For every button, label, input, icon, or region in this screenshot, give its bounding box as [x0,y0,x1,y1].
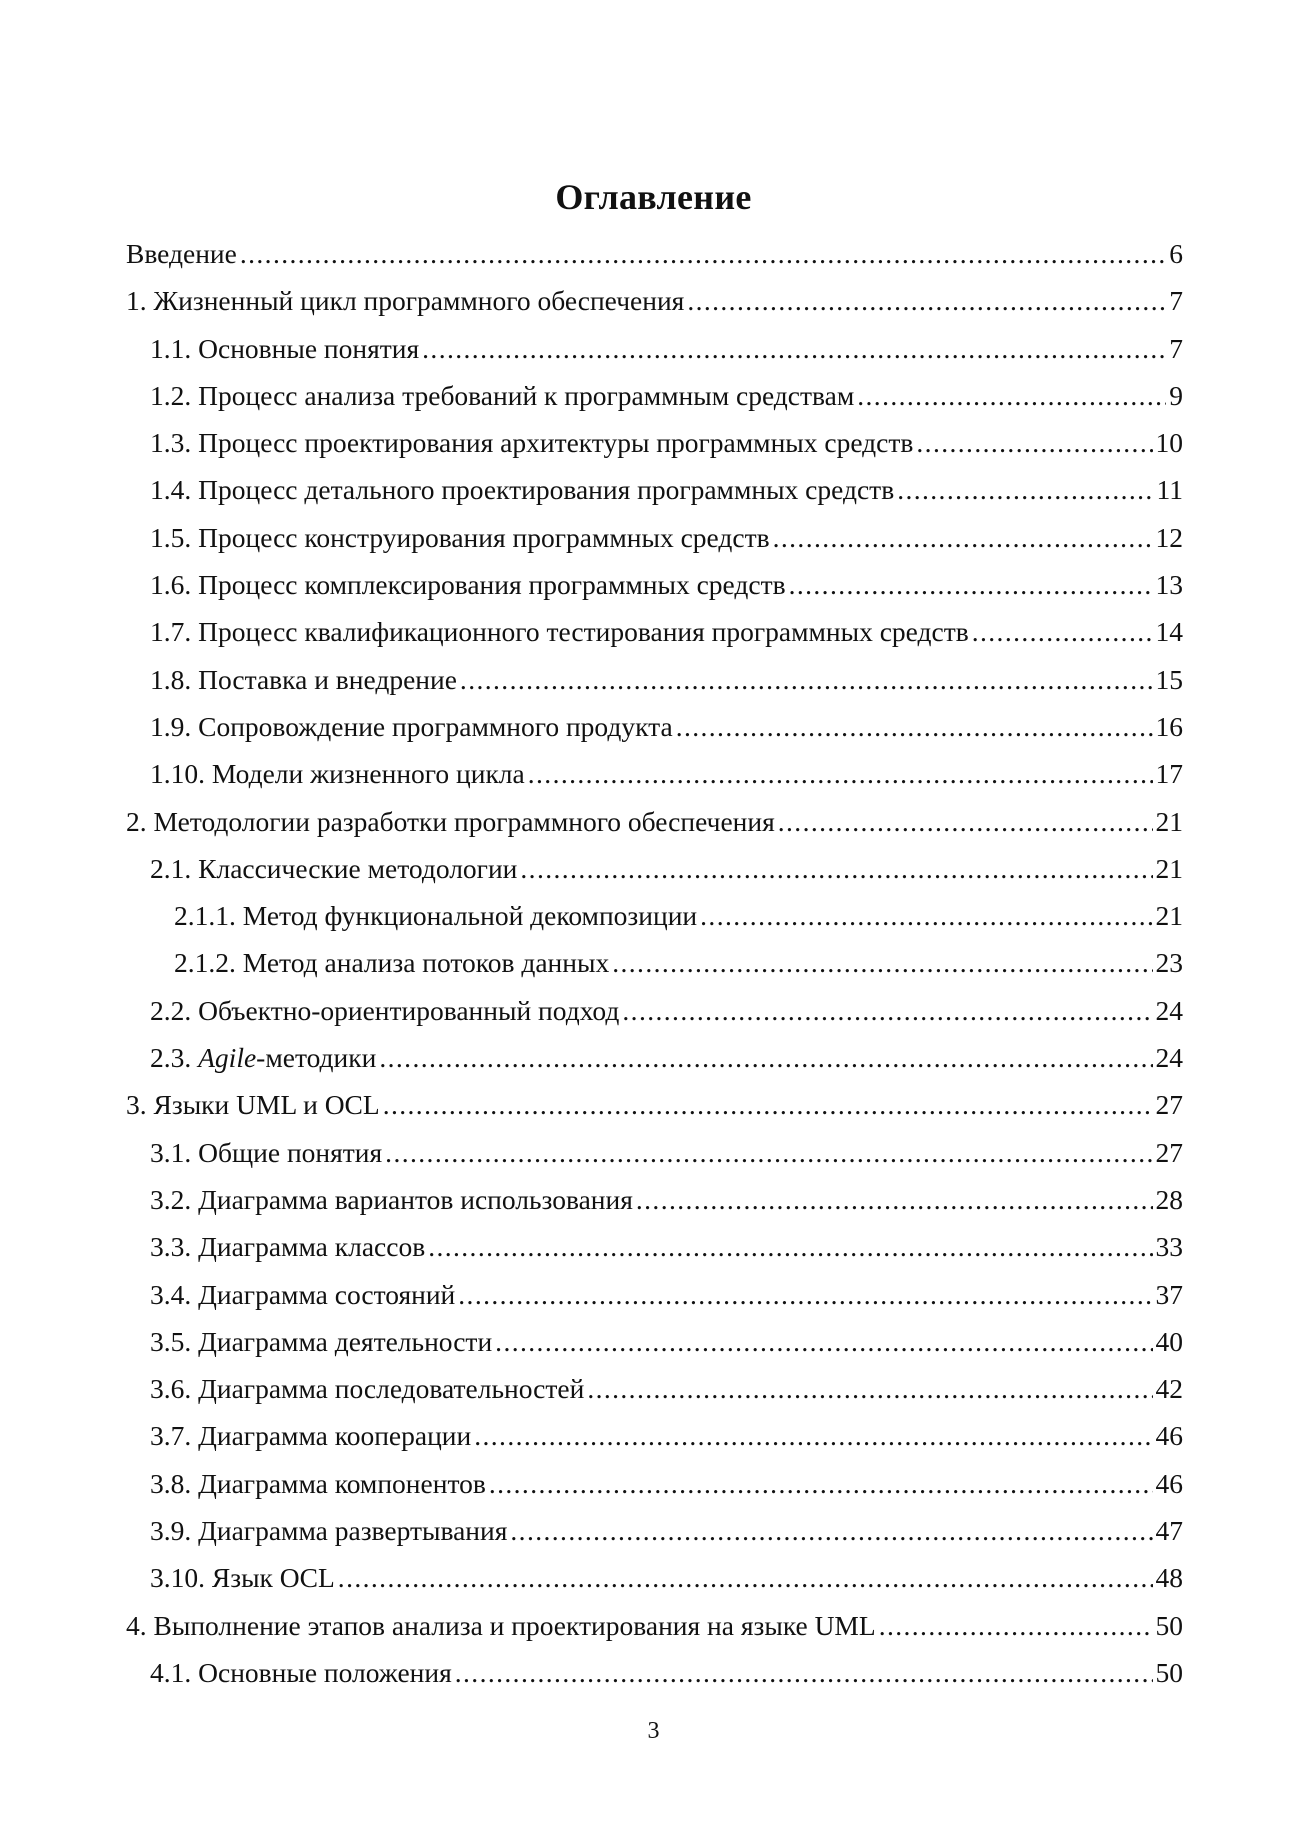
toc-entry-title: 1.6. Процесс комплексирования программных средств [150,569,786,601]
toc-entry-page: 48 [1155,1562,1183,1594]
dot-leader [240,230,1166,277]
dot-leader [489,1460,1153,1507]
toc-entry-title: 3.3. Диаграмма классов [150,1231,426,1263]
toc-entry[interactable] [126,845,1183,892]
toc-entry-title: 2.1.2. Метод анализа потоков данных [174,947,610,979]
toc-entry-page: 21 [1155,900,1183,932]
toc-entry-title: 3. Языки UML и OCL [126,1089,380,1121]
toc-entry-title: 1.4. Процесс детального проектирования программных средств [150,474,895,506]
toc-entry[interactable] [126,1412,1183,1459]
dot-leader [972,608,1153,655]
toc-entry-page: 17 [1155,758,1183,790]
toc-entry[interactable] [126,1507,1183,1554]
toc-entry-page: 46 [1155,1420,1183,1452]
table-of-contents [126,230,1183,1696]
toc-entry[interactable] [126,703,1183,750]
toc-entry-title: 3.8. Диаграмма компонентов [150,1467,486,1499]
toc-entry[interactable] [126,325,1183,372]
toc-entry-page: 9 [1169,379,1183,411]
toc-entry-page: 37 [1155,1278,1183,1310]
dot-leader [385,1129,1152,1176]
dot-leader [700,892,1152,939]
dot-leader [879,1602,1153,1649]
toc-entry-page: 23 [1155,947,1183,979]
toc-entry[interactable] [126,892,1183,939]
dot-leader [676,703,1153,750]
toc-entry[interactable] [126,1602,1183,1649]
dot-leader [528,750,1153,797]
toc-entry[interactable] [126,561,1183,608]
dot-leader [687,277,1166,324]
toc-entry-title: 1.9. Сопровождение программного продукта [150,710,673,742]
toc-entry[interactable] [126,1271,1183,1318]
toc-entry-title: 1.7. Процесс квалификационного тестирования программных средств [150,616,969,648]
dot-leader [857,372,1166,419]
toc-entry-title: 3.5. Диаграмма деятельности [150,1325,493,1357]
toc-entry-page: 50 [1155,1609,1183,1641]
toc-entry-page: 21 [1155,852,1183,884]
page-number: 3 [647,1718,660,1744]
toc-entry[interactable] [126,372,1183,419]
toc-entry[interactable] [126,939,1183,986]
toc-entry[interactable] [126,466,1183,513]
toc-entry-title [150,1034,376,1081]
toc-entry-title: 1.10. Модели жизненного цикла [150,758,525,790]
dot-leader [778,798,1153,845]
toc-entry[interactable] [126,1223,1183,1270]
dot-leader [636,1176,1153,1223]
toc-entry-title: 1.2. Процесс анализа требований к программным средствам [150,379,855,411]
toc-entry-page: 11 [1156,474,1183,506]
dot-leader [495,1318,1152,1365]
toc-entry[interactable] [126,1176,1183,1223]
toc-entry-page: 46 [1155,1467,1183,1499]
toc-entry[interactable] [126,1129,1183,1176]
dot-leader [897,466,1153,513]
dot-leader [510,1507,1152,1554]
dot-leader [458,1271,1152,1318]
dot-leader [612,939,1152,986]
toc-entry-title: 1.1. Основные понятия [150,332,420,364]
toc-entry-title-italic: Agile [198,1042,257,1074]
toc-entry-title: 2. Методологии разработки программного обеспечения [126,805,775,837]
toc-entry-page: 33 [1155,1231,1183,1263]
toc-entry-title: 3.1. Общие понятия [150,1136,383,1168]
toc-entry-title: 1.3. Процесс проектирования архитектуры программных средств [150,427,914,459]
toc-entry-page: 6 [1169,238,1183,269]
toc-entry[interactable] [126,230,1183,277]
toc-entry-page: 28 [1155,1183,1183,1215]
toc-entry[interactable] [126,1365,1183,1412]
dot-leader [474,1412,1152,1459]
toc-entry-page: 7 [1169,285,1183,317]
toc-entry-page: 27 [1155,1136,1183,1168]
toc-entry-page: 7 [1169,332,1183,364]
toc-entry[interactable] [126,750,1183,797]
toc-entry[interactable] [126,419,1183,466]
toc-entry[interactable] [126,1554,1183,1601]
toc-entry-title: 4. Выполнение этапов анализа и проектирования на языке UML [126,1609,876,1641]
toc-entry[interactable] [126,277,1183,324]
toc-entry-page: 50 [1155,1656,1183,1688]
toc-entry-title: 3.7. Диаграмма кооперации [150,1420,472,1452]
toc-entry-page: 14 [1155,616,1183,648]
toc-entry-title: Введение [126,238,237,269]
toc-entry-page: 27 [1155,1089,1183,1121]
dot-leader [383,1081,1153,1128]
toc-entry[interactable] [126,514,1183,561]
dot-leader [773,514,1153,561]
dot-leader [428,1223,1152,1270]
toc-entry-title: 3.10. Язык OCL [150,1562,335,1594]
toc-entry-page: 24 [1155,994,1183,1026]
toc-entry-title-suffix: -методики [256,1042,377,1074]
toc-entry-page: 42 [1155,1373,1183,1405]
toc-entry[interactable] [126,1081,1183,1128]
toc-entry[interactable] [126,1318,1183,1365]
toc-entry-page: 24 [1155,1042,1183,1074]
toc-entry-title: 3.9. Диаграмма развертывания [150,1515,508,1547]
toc-entry-title: 1.5. Процесс конструирования программных средств [150,521,770,553]
toc-entry-title: 1.8. Поставка и внедрение [150,663,457,695]
toc-entry-page: 16 [1155,710,1183,742]
toc-entry-page: 13 [1155,569,1183,601]
toc-entry-title-prefix: 2.3. [150,1042,199,1074]
toc-entry[interactable] [126,987,1183,1034]
toc-entry[interactable] [126,1460,1183,1507]
toc-entry[interactable] [126,608,1183,655]
dot-leader [460,656,1153,703]
dot-leader [789,561,1153,608]
dot-leader [422,325,1166,372]
toc-entry[interactable] [126,1649,1183,1696]
toc-entry-page: 10 [1155,427,1183,459]
toc-entry[interactable] [126,798,1183,845]
toc-entry-page: 12 [1155,521,1183,553]
dot-leader [587,1365,1152,1412]
toc-entry-title: 3.4. Диаграмма состояний [150,1278,456,1310]
dot-leader [455,1649,1153,1696]
dot-leader [520,845,1152,892]
page-title: Оглавление [555,177,752,218]
toc-entry-title: 2.1.1. Метод функциональной декомпозиции [174,900,698,932]
toc-entry-page: 47 [1155,1515,1183,1547]
dot-leader [622,987,1152,1034]
toc-entry-title: 3.6. Диаграмма последовательностей [150,1373,585,1405]
dot-leader [379,1034,1152,1081]
toc-entry-page: 15 [1155,663,1183,695]
toc-entry-title: 2.2. Объектно-ориентированный подход [150,994,620,1026]
dot-leader [338,1554,1153,1601]
toc-entry[interactable] [126,1034,1183,1081]
toc-entry-title: 2.1. Классические методологии [150,852,518,884]
dot-leader [916,419,1152,466]
toc-entry-title: 4.1. Основные положения [150,1656,452,1688]
toc-entry-page: 21 [1155,805,1183,837]
toc-entry-page: 40 [1155,1325,1183,1357]
toc-entry-title: 3.2. Диаграмма вариантов использования [150,1183,633,1215]
toc-entry[interactable] [126,656,1183,703]
toc-entry-title: 1. Жизненный цикл программного обеспечения [126,285,685,317]
